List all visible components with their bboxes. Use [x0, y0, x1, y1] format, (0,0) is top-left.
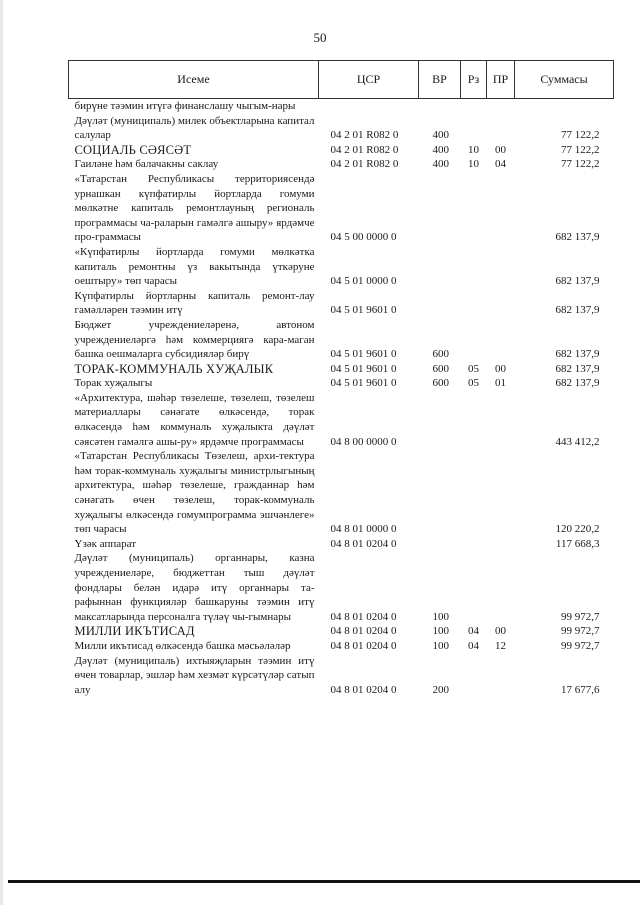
header-name: Исеме [69, 61, 319, 99]
row-sum: 99 972,7 [561, 625, 600, 638]
row-pr-code [487, 551, 515, 624]
row-name: Дәүләт (муниципаль) милек объектларына капитал салулар [74, 114, 315, 142]
table-row [69, 639, 614, 654]
row-pr-code [487, 245, 515, 289]
row-sum: 120 220,2 [555, 523, 600, 536]
row-pr-code [487, 391, 515, 449]
row-vr-code [419, 99, 461, 114]
table-row [69, 289, 614, 318]
row-sum: 77 122,2 [561, 158, 600, 171]
row-vr-code: 100 [432, 610, 449, 623]
row-sum: 17 677,6 [561, 683, 600, 696]
row-pr-code [487, 99, 515, 114]
table-row [69, 172, 614, 245]
row-pr-code: 01 [495, 377, 506, 390]
row-vr-code: 400 [432, 143, 449, 156]
row-name: Дәүләт (муниципаль) органнары, казна учреждениеләре, бюджеттан тыш дәүләт фондлары белән идарә итү органнары та-рафыннан функцияләр башкаруны тәэмин итү максатларында персоналга түләү чы-гымнары [74, 552, 315, 623]
row-vr-code: 600 [432, 377, 449, 390]
scan-edge [0, 0, 3, 905]
row-rz-code [461, 551, 487, 624]
row-pr-code: 00 [495, 625, 506, 638]
row-pr-code: 00 [495, 362, 506, 375]
header-vr: ВР [419, 61, 461, 99]
row-name: Торак хуҗалыгы [74, 377, 153, 390]
row-csr-code: 04 2 01 R082 0 [330, 143, 399, 156]
row-pr-code [487, 449, 515, 537]
row-rz-code: 05 [468, 377, 479, 390]
row-csr-code: 04 5 01 0000 0 [330, 275, 397, 288]
row-sum: 99 972,7 [561, 610, 600, 623]
row-vr-code [419, 245, 461, 289]
row-rz-code [461, 391, 487, 449]
table-row [69, 537, 614, 552]
row-csr-code: 04 8 01 0204 0 [330, 610, 397, 623]
row-csr-code: 04 5 01 9601 0 [330, 362, 397, 375]
row-pr-code [487, 654, 515, 698]
table-header [69, 61, 614, 99]
table-row [69, 143, 614, 158]
row-name: Бюджет учреждениеләренә, автоном учреждениеләргә һәм коммерциягә кара-маган башка оешмаларга субсидияләр бирү [74, 318, 315, 361]
row-vr-code [419, 449, 461, 537]
table-row [69, 551, 614, 624]
row-vr-code: 100 [432, 639, 449, 652]
row-rz-code [461, 289, 487, 318]
table-row [69, 318, 614, 362]
row-csr-code: 04 8 01 0000 0 [330, 523, 397, 536]
table-row [69, 362, 614, 377]
header-rz: Рз [461, 61, 487, 99]
row-vr-code [419, 172, 461, 245]
row-sum [515, 99, 614, 114]
row-pr-code [487, 318, 515, 362]
row-sum: 682 137,9 [555, 377, 600, 390]
row-csr-code: 04 5 00 0000 0 [330, 231, 397, 244]
row-name: Дәүләт (муниципаль) ихтыяҗларын тәэмин итү өчен товарлар, эшләр һәм хезмәт күрсәтүләр сатып алу [74, 654, 315, 696]
row-csr-code: 04 8 00 0000 0 [330, 435, 397, 448]
row-vr-code: 400 [432, 158, 449, 171]
row-rz-code: 10 [468, 143, 479, 156]
row-csr-code: 04 8 01 0204 0 [330, 639, 397, 652]
row-rz-code [461, 654, 487, 698]
table-row [69, 245, 614, 289]
row-vr-code: 400 [432, 129, 449, 142]
row-sum: 77 122,2 [561, 143, 600, 156]
row-sum: 682 137,9 [555, 348, 600, 361]
row-csr-code: 04 5 01 9601 0 [330, 348, 397, 361]
row-name: «Күпфатирлы йортларда гомуми мөлкәтка капиталь ремонтны үз вакытында үткәруне оештыру» төп чарасы [74, 245, 315, 288]
row-vr-code [419, 537, 461, 552]
row-name: ТОРАК-КОММУНАЛЬ ХУҖАЛЫК [74, 361, 274, 376]
row-pr-code [487, 537, 515, 552]
header-sum: Суммасы [515, 61, 614, 99]
row-name: Үзәк аппарат [74, 537, 137, 550]
row-rz-code [461, 318, 487, 362]
table-row [69, 449, 614, 537]
budget-table [68, 60, 614, 697]
row-rz-code [461, 114, 487, 143]
row-vr-code [419, 289, 461, 318]
table-row [69, 376, 614, 391]
row-rz-code: 10 [468, 158, 479, 171]
row-sum: 682 137,9 [555, 362, 600, 375]
row-rz-code: 04 [468, 625, 479, 638]
row-sum: 443 412,2 [555, 435, 600, 448]
row-csr-code: 04 2 01 R082 0 [330, 158, 399, 171]
row-name: «Татарстан Республикасы территориясендә урнашкан күпфатирлы йортларда гомуми мөлкәтне капиталь ремонтлауның региональ программасы ча-раларын гамәлгә ашыру» ярдәмче про-граммасы [74, 172, 315, 244]
row-csr-code: 04 2 01 R082 0 [330, 129, 399, 142]
row-sum: 682 137,9 [555, 304, 600, 317]
page-number: 50 [313, 30, 327, 45]
row-csr-code: 04 8 01 0204 0 [330, 537, 397, 550]
row-pr-code: 12 [495, 639, 506, 652]
row-pr-code: 00 [495, 143, 506, 156]
header-row [69, 61, 614, 99]
table-row [69, 624, 614, 639]
row-vr-code: 100 [432, 625, 449, 638]
row-pr-code [487, 172, 515, 245]
row-sum: 117 668,3 [555, 537, 600, 550]
row-csr-code [319, 99, 419, 114]
row-rz-code [461, 99, 487, 114]
row-name: Күпфатирлы йортларны капиталь ремонт-лау гамәлләрен тәэмин итү [74, 289, 315, 317]
row-name: Гаиләне һәм балачакны саклау [74, 158, 219, 171]
row-pr-code [487, 114, 515, 143]
row-name: «Татарстан Республикасы Төзелеш, архи-тектура һәм торак-коммуналь хуҗалыгы министрлыгының архитектура, шәһәр төзелеше, гражданнар һәм сәнәгать өчен төзелеш, торак-коммуналь хуҗалыгы өлкәсендә гомумпрограмма эшчәнлеге» төп чарасы [74, 450, 315, 536]
row-rz-code [461, 245, 487, 289]
table-body [69, 99, 614, 698]
row-rz-code [461, 449, 487, 537]
row-pr-code [487, 289, 515, 318]
row-vr-code: 600 [432, 348, 449, 361]
row-rz-code: 04 [468, 639, 479, 652]
row-name: «Архитектура, шәһәр төзелеше, төзелеш, төзелеш материаллары сәнәгате өлкәсендә, торак өлкәсендә һәм коммуналь хуҗалыкта дәүләт сәясәтен гамәлгә ашы-ру» ярдәмче программасы [74, 391, 315, 448]
row-sum: 682 137,9 [555, 231, 600, 244]
row-csr-code: 04 8 01 0204 0 [330, 625, 397, 638]
row-rz-code [461, 537, 487, 552]
header-pr: ПР [487, 61, 515, 99]
table-row [69, 654, 614, 698]
table-row [69, 99, 614, 114]
row-sum: 77 122,2 [561, 129, 600, 142]
row-name: бирүне тәэмин итүгә финанслашу чыгым-нары [74, 100, 296, 112]
row-sum: 99 972,7 [561, 639, 600, 652]
row-name: МИЛЛИ ИКЪТИСАД [74, 624, 195, 639]
table-row [69, 114, 614, 143]
row-name: СОЦИАЛЬ СӘЯСӘТ [74, 142, 192, 157]
row-vr-code: 200 [432, 683, 449, 696]
table-row [69, 157, 614, 172]
row-csr-code: 04 8 01 0204 0 [330, 683, 397, 696]
header-csr: ЦСР [319, 61, 419, 99]
row-rz-code [461, 172, 487, 245]
row-rz-code: 05 [468, 362, 479, 375]
row-name: Милли икътисад өлкәсендә башка мәсьәләләр [74, 639, 291, 652]
row-pr-code: 04 [495, 158, 506, 171]
row-csr-code: 04 5 01 9601 0 [330, 377, 397, 390]
row-vr-code: 600 [432, 362, 449, 375]
row-sum: 682 137,9 [555, 275, 600, 288]
row-csr-code: 04 5 01 9601 0 [330, 304, 397, 317]
row-vr-code [419, 391, 461, 449]
bottom-border [8, 880, 640, 883]
table-row [69, 391, 614, 449]
